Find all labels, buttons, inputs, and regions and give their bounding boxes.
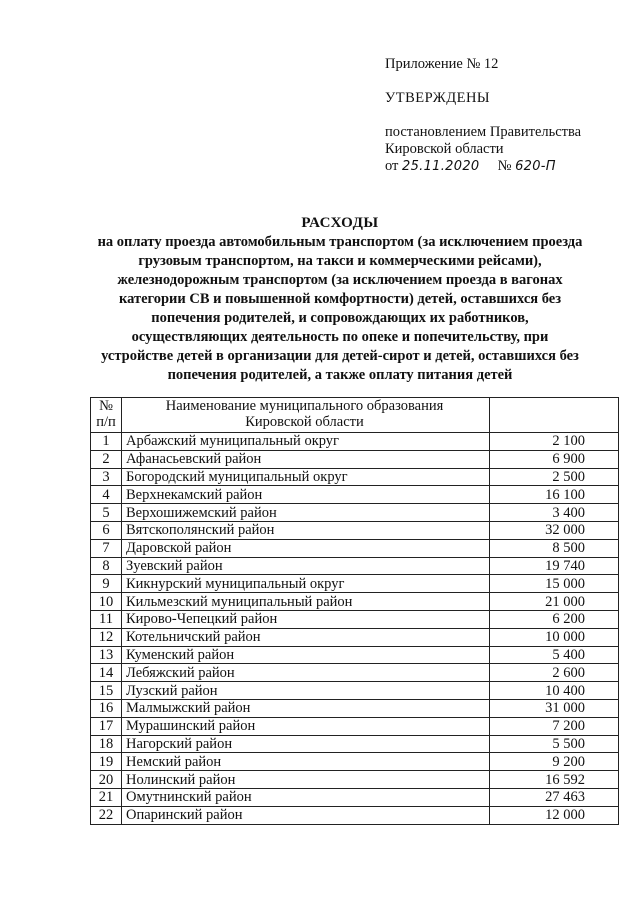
subtitle-line: категории СВ и повышенной комфортности) детей, оставшихся без (118, 291, 562, 307)
table-row (91, 788, 619, 806)
municipality-name: Верхошижемский район (122, 504, 490, 522)
expense-value: 6 900 (490, 450, 619, 468)
expense-value: 5 500 (490, 735, 619, 753)
municipality-name: Верхнекамский район (122, 486, 490, 504)
municipality-name: Зуевский район (122, 557, 490, 575)
decree-line-2: Кировской области (385, 141, 504, 157)
municipality-name: Даровской район (122, 539, 490, 557)
table-body (91, 433, 619, 825)
header-name-line1: Наименование муниципального образования (165, 398, 444, 414)
table-row (91, 735, 619, 753)
row-number: 19 (91, 753, 122, 771)
municipality-name: Куменский район (122, 646, 490, 664)
expense-value: 32 000 (490, 521, 619, 539)
row-number: 9 (91, 575, 122, 593)
expense-value: 7 200 (490, 717, 619, 735)
municipality-name: Омутнинский район (122, 788, 490, 806)
header-name (122, 398, 490, 433)
row-number: 17 (91, 717, 122, 735)
municipality-name: Нагорский район (122, 735, 490, 753)
approved-label: УТВЕРЖДЕНЫ (385, 90, 491, 106)
row-number: 11 (91, 610, 122, 628)
header-value (490, 398, 619, 433)
expense-value: 6 200 (490, 610, 619, 628)
table-row (91, 806, 619, 824)
table-row (91, 753, 619, 771)
municipality-name: Кирово-Чепецкий район (122, 610, 490, 628)
expense-value: 8 500 (490, 539, 619, 557)
municipality-name: Нолинский район (122, 771, 490, 789)
table-row (91, 450, 619, 468)
table-row (91, 771, 619, 789)
document-title (40, 214, 640, 385)
expense-value: 10 000 (490, 628, 619, 646)
table-row (91, 468, 619, 486)
row-number: 15 (91, 682, 122, 700)
row-number: 14 (91, 664, 122, 682)
table-row (91, 682, 619, 700)
table-row (91, 504, 619, 522)
expense-value: 5 400 (490, 646, 619, 664)
number-prefix: № (497, 158, 512, 174)
row-number: 5 (91, 504, 122, 522)
row-number: 21 (91, 788, 122, 806)
expense-value: 21 000 (490, 593, 619, 611)
municipality-name: Кильмезский муниципальный район (122, 593, 490, 611)
header-num-line2: п/п (96, 414, 116, 430)
header-num-line1: № (99, 398, 113, 414)
annex-number: Приложение № 12 (385, 56, 499, 72)
row-number: 22 (91, 806, 122, 824)
subtitle-line: устройстве детей в организации для детей-сирот и детей, оставшихся без (101, 348, 579, 364)
table-row (91, 575, 619, 593)
approval-block (385, 56, 625, 175)
municipality-name: Кикнурский муниципальный округ (122, 575, 490, 593)
row-number: 10 (91, 593, 122, 611)
subtitle-line: осуществляющих деятельность по опеке и попечительству, при (131, 329, 549, 345)
subtitle-line: железнодорожным транспортом (за исключением проезда в вагонах (117, 272, 563, 288)
decree-date-line (385, 158, 625, 175)
row-number: 16 (91, 699, 122, 717)
municipality-name: Лузский район (122, 682, 490, 700)
municipality-name: Афанасьевский район (122, 450, 490, 468)
table-row (91, 664, 619, 682)
expense-value: 16 100 (490, 486, 619, 504)
table-row (91, 717, 619, 735)
decree-number: 620-П (515, 159, 556, 174)
table-row (91, 433, 619, 451)
date-prefix: от (385, 158, 399, 174)
row-number: 1 (91, 433, 122, 451)
subtitle-line: попечения родителей, а также оплату питания детей (167, 367, 513, 383)
municipality-name: Богородский муниципальный округ (122, 468, 490, 486)
decree-line-1: постановлением Правительства (385, 124, 582, 140)
table-row (91, 539, 619, 557)
expense-value: 31 000 (490, 699, 619, 717)
expense-value: 2 100 (490, 433, 619, 451)
expense-value: 15 000 (490, 575, 619, 593)
table-row (91, 699, 619, 717)
expense-value: 12 000 (490, 806, 619, 824)
row-number: 13 (91, 646, 122, 664)
expense-value: 9 200 (490, 753, 619, 771)
decree-date: 25.11.2020 (402, 159, 480, 174)
title-heading: РАСХОДЫ (301, 215, 379, 231)
table-row (91, 628, 619, 646)
expense-value: 2 500 (490, 468, 619, 486)
table-header-row (91, 398, 619, 433)
subtitle-line: грузовым транспортом, на такси и коммерческими рейсами), (138, 253, 542, 269)
table-row (91, 593, 619, 611)
municipality-name: Вятскополянский район (122, 521, 490, 539)
municipality-name: Лебяжский район (122, 664, 490, 682)
expense-value: 3 400 (490, 504, 619, 522)
row-number: 12 (91, 628, 122, 646)
row-number: 4 (91, 486, 122, 504)
table-row (91, 521, 619, 539)
header-name-line2: Кировской области (245, 414, 364, 430)
row-number: 20 (91, 771, 122, 789)
table-row (91, 486, 619, 504)
municipality-name: Немский район (122, 753, 490, 771)
expense-value: 2 600 (490, 664, 619, 682)
municipality-name: Опаринский район (122, 806, 490, 824)
subtitle-line: на оплату проезда автомобильным транспортом (за исключением проезда (97, 234, 583, 250)
row-number: 18 (91, 735, 122, 753)
subtitle-line: попечения родителей, и сопровождающих их работников, (151, 310, 529, 326)
row-number: 6 (91, 521, 122, 539)
table-row (91, 646, 619, 664)
row-number: 3 (91, 468, 122, 486)
table-row (91, 610, 619, 628)
expenses-table (90, 397, 619, 825)
row-number: 8 (91, 557, 122, 575)
municipality-name: Малмыжский район (122, 699, 490, 717)
row-number: 7 (91, 539, 122, 557)
row-number: 2 (91, 450, 122, 468)
table-row (91, 557, 619, 575)
expense-value: 16 592 (490, 771, 619, 789)
header-num (91, 398, 122, 433)
expense-value: 27 463 (490, 788, 619, 806)
municipality-name: Арбажский муниципальный округ (122, 433, 490, 451)
municipality-name: Мурашинский район (122, 717, 490, 735)
municipality-name: Котельничский район (122, 628, 490, 646)
expense-value: 19 740 (490, 557, 619, 575)
expense-value: 10 400 (490, 682, 619, 700)
